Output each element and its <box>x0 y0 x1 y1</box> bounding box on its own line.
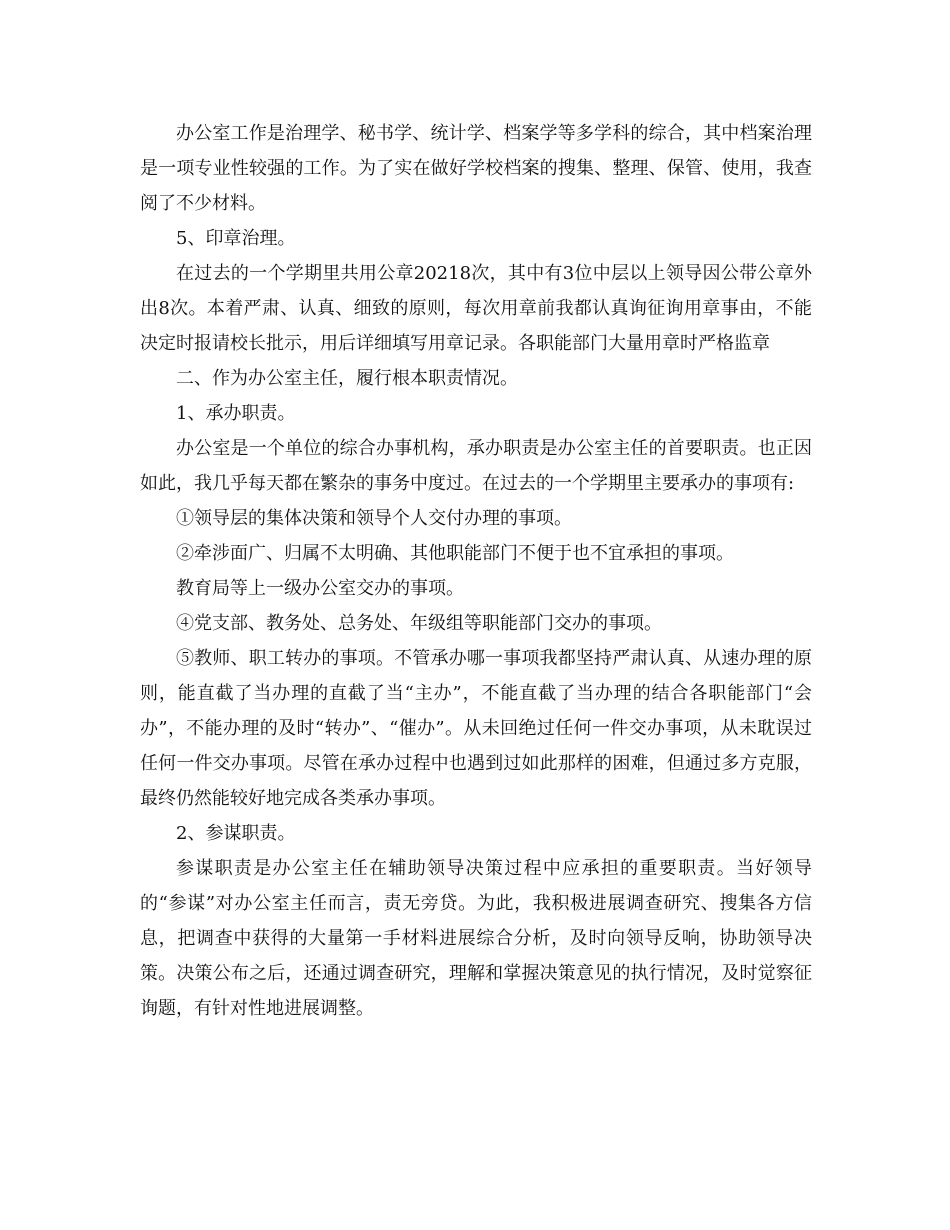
list-item-3: 教育局等上一级办公室交办的事项。 <box>176 578 464 599</box>
paragraph-advisory-duty: 参谋职责是办公室主任在辅助领导决策过程中应承担的重要职责。当好领导的“参谋”对办公室主任而言，责无旁贷。为此，我积极进展调查研究、搜集各方信息，把调查中获得的大量第一手材料进展综合分析，及时向领导反响，协助领导决策。决策公布之后，还通过调查研究，理解和掌握决策意见的执行情况，及时觉察征询题，有针对性地进展调整。 <box>140 858 812 1019</box>
heading-advisory-duty: 2、参谋职责。 <box>176 823 296 844</box>
document-body <box>140 116 812 1026</box>
list-item-1: ①领导层的集体决策和领导个人交付办理的事项。 <box>176 508 572 529</box>
paragraph-undertaking-duty: 办公室是一个单位的综合办事机构，承办职责是办公室主任的首要职责。也正因如此，我几乎每天都在繁杂的事务中度过。在过去的一个学期里主要承办的事项有: <box>140 438 812 494</box>
list-item-4: ④党支部、教务处、总务处、年级组等职能部门交办的事项。 <box>176 613 662 634</box>
paragraph-archive-management: 办公室工作是治理学、秘书学、统计学、档案学等多学科的综合，其中档案治理是一项专业性较强的工作。为了实在做好学校档案的搜集、整理、保管、使用，我查阅了不少材料。 <box>140 123 812 214</box>
heading-undertaking-duty: 1、承办职责。 <box>176 403 296 424</box>
list-item-2: ②牵涉面广、归属不太明确、其他职能部门不便于也不宜承担的事项。 <box>176 543 734 564</box>
heading-basic-duties: 二、作为办公室主任，履行根本职责情况。 <box>176 368 518 389</box>
paragraph-seal-usage: 在过去的一个学期里共用公章20218次，其中有3位中层以上领导因公带公章外出8次。本着严肃、认真、细致的原则，每次用章前我都认真询征询用章事由，不能决定时报请校长批示，用后详细填写用章记录。各职能部门大量用章时严格监章 <box>140 263 812 354</box>
list-item-5: ⑤教师、职工转办的事项。不管承办哪一事项我都坚持严肃认真、从速办理的原则，能直截了当办理的直截了当“主办”，不能直截了当办理的结合各职能部门“会办”，不能办理的及时“转办”、“催办”。从未回绝过任何一件交办事项，从未耽误过任何一件交办事项。尽管在承办过程中也遇到过如此那样的困难，但通过多方克服，最终仍然能较好地完成各类承办事项。 <box>140 648 812 809</box>
heading-seal-management: 5、印章治理。 <box>176 228 296 249</box>
